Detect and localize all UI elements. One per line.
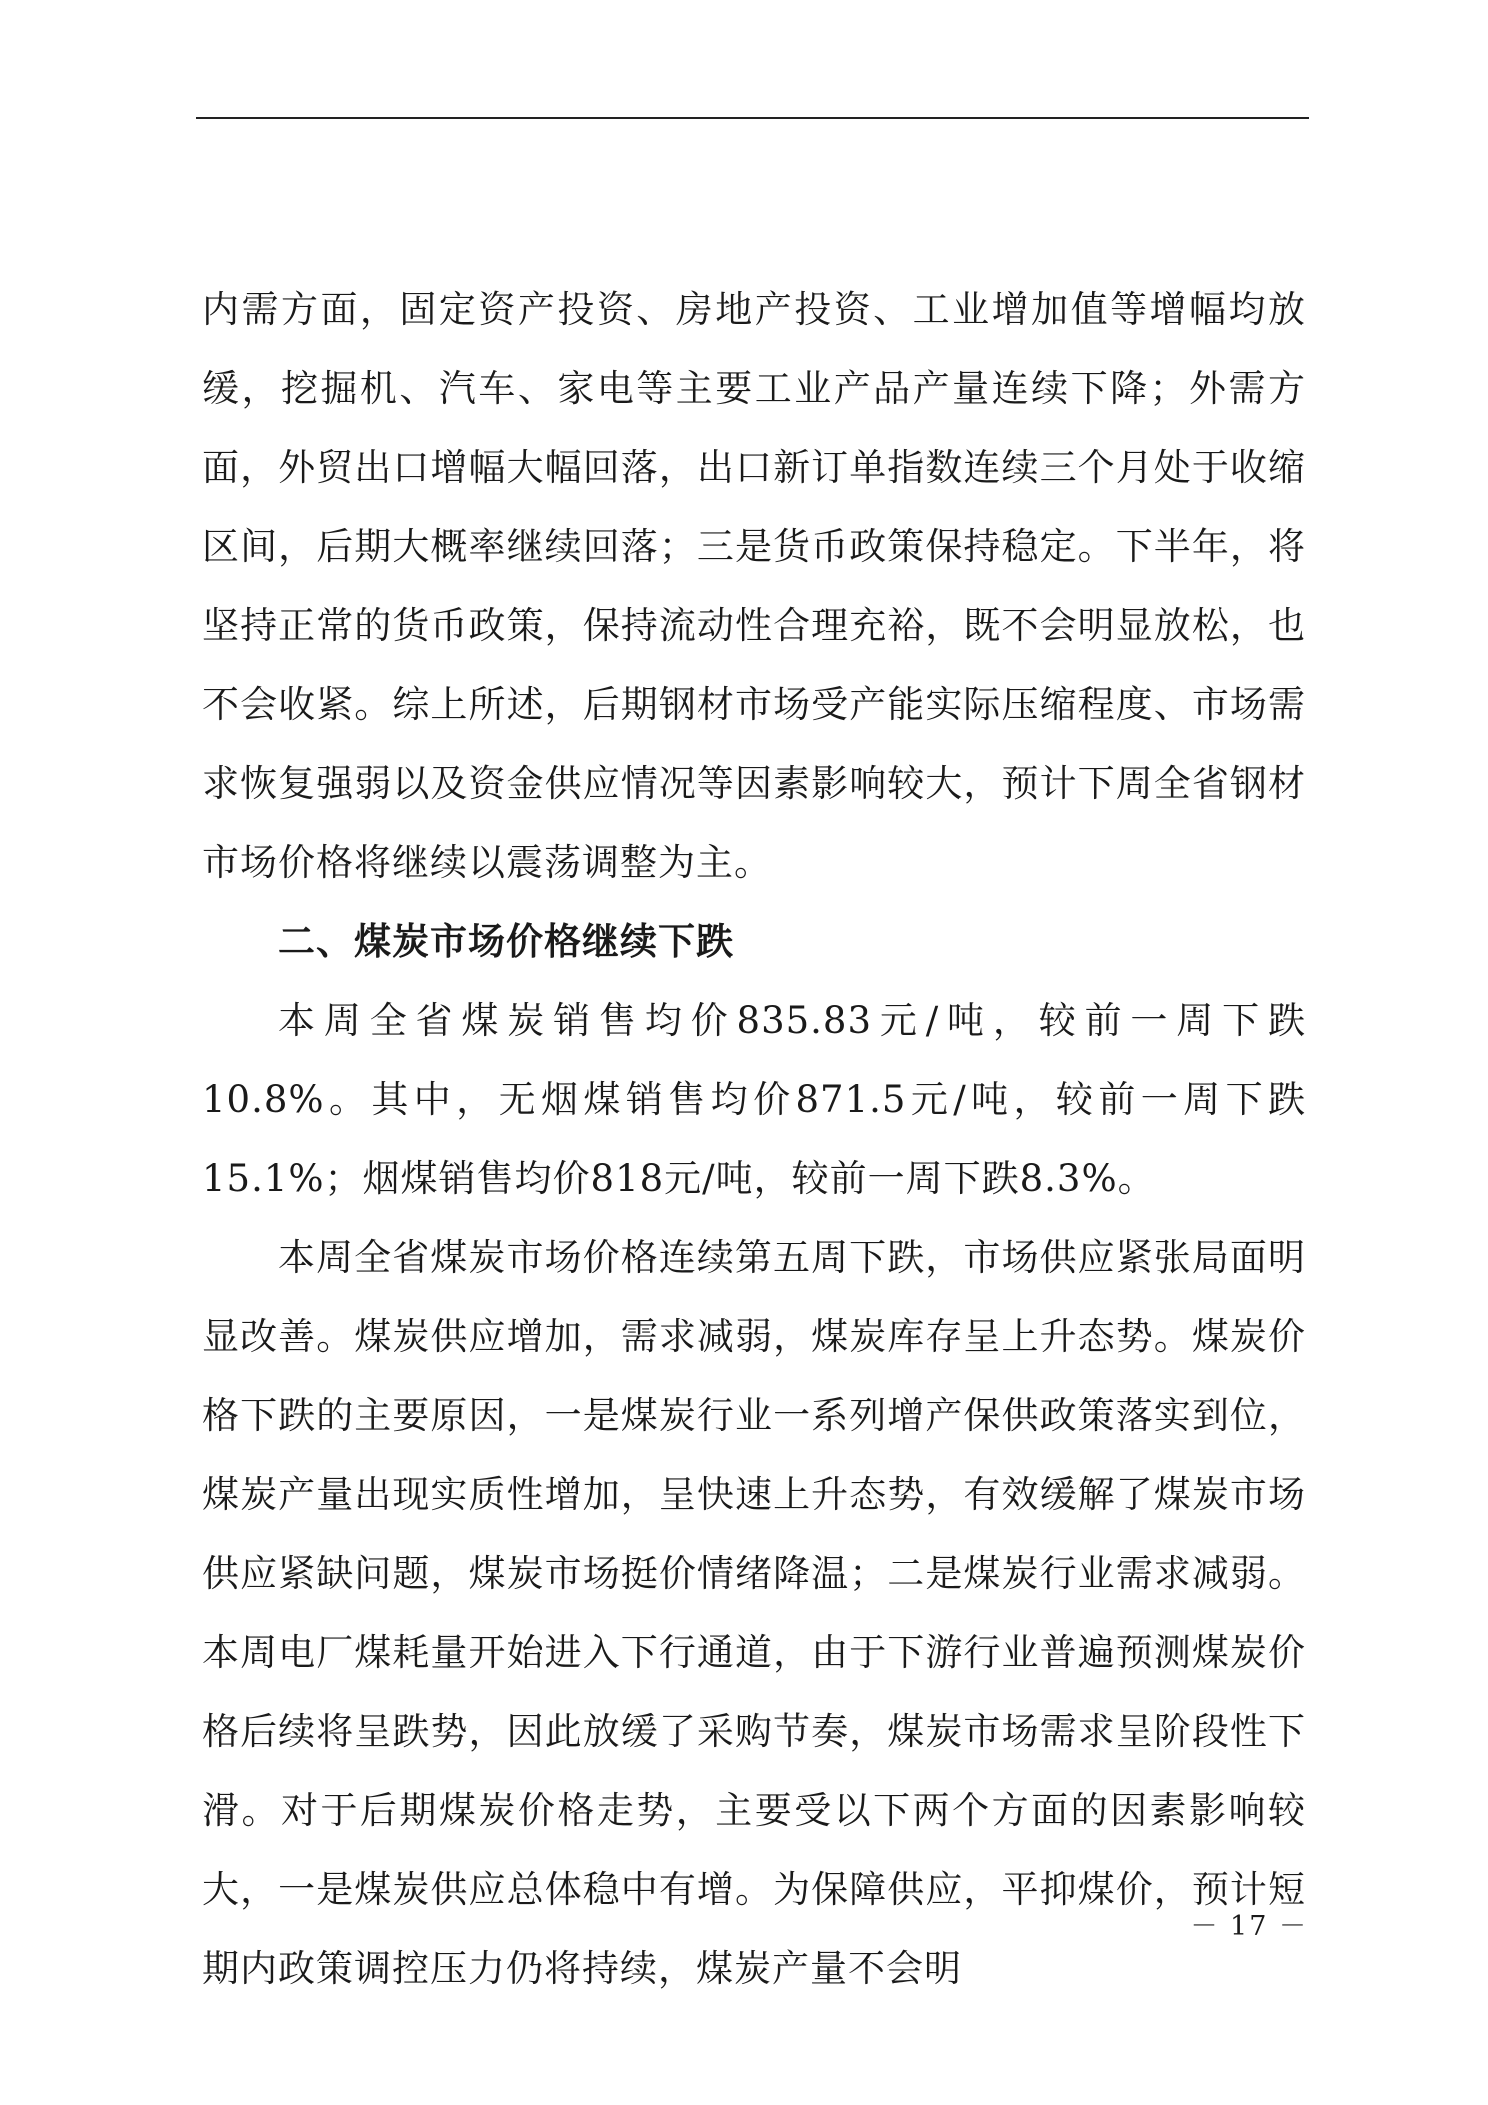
coal-price-summary-paragraph: 本周全省煤炭销售均价835.83元/吨，较前一周下跌10.8%。其中，无烟煤销售均价871.5元/吨，较前一周下跌15.1%；烟煤销售均价818元/吨，较前一周下跌8.3%。 bbox=[202, 999, 1306, 1200]
document-body bbox=[202, 270, 1306, 2008]
coal-market-analysis-paragraph: 本周全省煤炭市场价格连续第五周下跌，市场供应紧张局面明显改善。煤炭供应增加，需求减弱，煤炭库存呈上升态势。煤炭价格下跌的主要原因，一是煤炭行业一系列增产保供政策落实到位，煤炭产量出现实质性增加，呈快速上升态势，有效缓解了煤炭市场供应紧缺问题，煤炭市场挺价情绪降温；二是煤炭行业需求减弱。本周电厂煤耗量开始进入下行通道，由于下游行业普遍预测煤炭价格后续将呈跌势，因此放缓了采购节奏，煤炭市场需求呈阶段性下滑。对于后期煤炭价格走势，主要受以下两个方面的因素影响较大，一是煤炭供应总体稳中有增。为保障供应，平抑煤价，预计短期内政策调控压力仍将持续，煤炭产量不会明 bbox=[202, 1236, 1306, 1990]
section-heading: 二、煤炭市场价格继续下跌 bbox=[278, 920, 734, 963]
header-rule bbox=[196, 117, 1309, 119]
page-number: － 17 － bbox=[1190, 1911, 1308, 1942]
body-paragraph-continued: 内需方面，固定资产投资、房地产投资、工业增加值等增幅均放缓，挖掘机、汽车、家电等主要工业产品产量连续下降；外需方面，外贸出口增幅大幅回落，出口新订单指数连续三个月处于收缩区间，后期大概率继续回落；三是货币政策保持稳定。下半年，将坚持正常的货币政策，保持流动性合理充裕，既不会明显放松，也不会收紧。综上所述，后期钢材市场受产能实际压缩程度、市场需求恢复强弱以及资金供应情况等因素影响较大，预计下周全省钢材市场价格将继续以震荡调整为主。 bbox=[202, 288, 1306, 884]
